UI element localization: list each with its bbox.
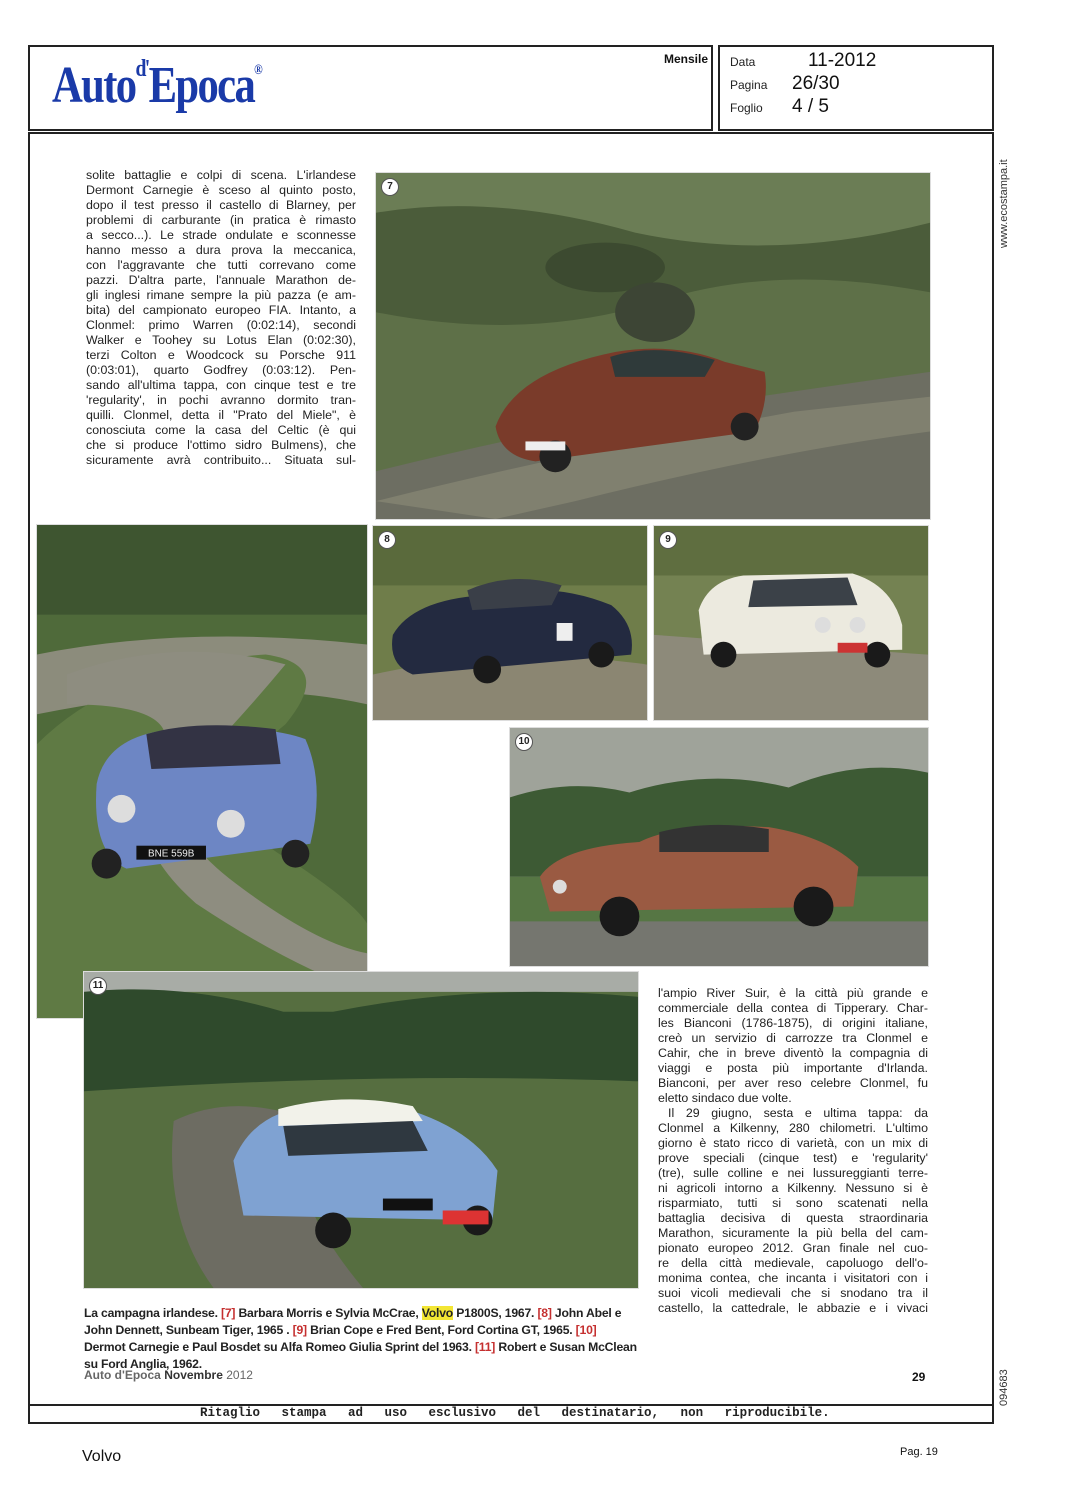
photo-number-11: 11 bbox=[89, 977, 107, 995]
text-line: (tre), sulle colline e nei lussureggianti terre- bbox=[658, 1166, 928, 1180]
text-line: eletto sindaco due volte. bbox=[658, 1091, 792, 1105]
photo-number-8: 8 bbox=[378, 531, 396, 549]
photo-11-ford-anglia bbox=[83, 971, 639, 1289]
text-line: Marathon, sicuramente la più bella del cam- bbox=[658, 1226, 928, 1240]
frequency-divider bbox=[711, 47, 713, 129]
text-line: pionato europeo 2012. Gran finale nel cuo- bbox=[658, 1241, 928, 1255]
highlight-volvo: Volvo bbox=[421, 1306, 454, 1320]
text-line: Cahir, che in breve diventò la compagnia di bbox=[658, 1046, 928, 1060]
text-line: problemi di carburante (in pratica è rimasto bbox=[86, 213, 356, 227]
text-line: les Bianconi (1786-1875), di origini italiane, bbox=[658, 1016, 928, 1030]
text-line: che si produce l'ottimo sidro Bulmens), che bbox=[86, 438, 356, 452]
text-line: Bianconi, per aver reso celebre Clonmel, fu bbox=[658, 1076, 928, 1090]
disclaimer-text: Ritaglio stampa ad uso esclusivo del destinatario, non riproducibile. bbox=[200, 1406, 830, 1420]
plate-bne: BNE 559B bbox=[148, 848, 195, 860]
magazine-footer: Auto d'Epoca Novembre 2012 bbox=[84, 1368, 253, 1382]
article-column-2 bbox=[658, 986, 928, 1316]
data-label: Data bbox=[730, 55, 756, 69]
text-line: dopo il test presso il castello di Blarney, per bbox=[86, 198, 356, 212]
data-value: 11-2012 bbox=[808, 50, 877, 71]
text-line: bita) del campionato europeo FIA. Intanto, a bbox=[86, 303, 356, 317]
photo-caption: La campagna irlandese. [7] Barbara Morris e Sylvia McCrae, Volvo P1800S, 1967. [8] John Abel e John Dennett, Sunbeam Tiger, 1965 . [9] Brian Cope e Fred Bent, Ford Cortina GT, 1965. [10] Dermot Carnegie e Paul Bosdet su Alfa Romeo Giulia Sprint del 1963. [11] Robert e Susan McClean su Ford Anglia, 1962. bbox=[84, 1306, 637, 1371]
pag-number: Pag. 19 bbox=[900, 1446, 938, 1458]
text-line: pazzi. D'altra parte, l'annuale Marathon de- bbox=[86, 273, 356, 287]
text-line: a secco...). Le strade ondulate e sconnesse bbox=[86, 228, 356, 242]
text-line: solite battaglie e colpi di scena. L'irlandese bbox=[86, 168, 356, 182]
photo-number-10: 10 bbox=[515, 733, 533, 751]
text-line: Clonmel a Kilkenny, 280 chilometri. L'ultimo bbox=[658, 1121, 928, 1135]
foglio-value: 4 / 5 bbox=[792, 96, 829, 117]
photo-triumph-road bbox=[36, 524, 368, 1019]
pagina-label: Pagina bbox=[730, 78, 768, 92]
text-line: monima contea, che incanta i visitatori con i bbox=[658, 1271, 928, 1285]
ecostampa-url: www.ecostampa.it bbox=[998, 159, 1010, 248]
text-line: gli inglesi rimane sempre la più pazza (e am- bbox=[86, 288, 356, 302]
archive-code: 094683 bbox=[998, 1369, 1010, 1406]
photo-10-alfa-romeo bbox=[509, 727, 929, 967]
article-column-1 bbox=[86, 168, 356, 468]
text-line: viaggi e posta più importante d'Irlanda. bbox=[658, 1061, 928, 1075]
text-line: Clonmel: primo Warren (0:02:14), secondi bbox=[86, 318, 356, 332]
photo-8-sunbeam-tiger bbox=[372, 525, 648, 721]
text-line: prove speciali (cinque test) e 'regularity' bbox=[658, 1151, 928, 1165]
text-line: suoi vicoli medievali che si snodano tra il bbox=[658, 1286, 928, 1300]
magazine-logo: Auto$^{d'}$Epoca® bbox=[52, 56, 262, 114]
photo-9-ford-cortina bbox=[653, 525, 929, 721]
text-line: sando all'ultima tappa, con cinque test e tre bbox=[86, 378, 356, 392]
text-line: quilli. Clonmel, detta il "Prato del Miele", è bbox=[86, 408, 356, 422]
photo-number-9: 9 bbox=[659, 531, 677, 549]
text-line: conosciuta come la casa del Celtic (è qui bbox=[86, 423, 356, 437]
text-line: con l'aggravante che tutti correvano come bbox=[86, 258, 356, 272]
text-line: terzi Colton e Woodcock su Porsche 911 bbox=[86, 348, 356, 362]
text-line: re della città medievale, capoluogo dell'o- bbox=[658, 1256, 928, 1270]
text-line: commerciale della contea di Tipperary. Char- bbox=[658, 1001, 928, 1015]
text-line: creò un servizio di carrozze tra Clonmel e bbox=[658, 1031, 928, 1045]
text-line: ni agricoli intorno a Kilkenny. Nessuno si è bbox=[658, 1181, 928, 1195]
photo-7-volvo-p1800 bbox=[375, 172, 931, 520]
text-line: 'regularity', in pochi avranno dormito tran- bbox=[86, 393, 356, 407]
text-line: battaglia decisiva di questa straordinaria bbox=[658, 1211, 928, 1225]
foglio-label: Foglio bbox=[730, 101, 763, 115]
text-line: Walker e Toohey su Lotus Elan (0:02:30), bbox=[86, 333, 356, 347]
photo-number-7: 7 bbox=[381, 178, 399, 196]
frequency-label: Mensile bbox=[664, 52, 709, 66]
text-line: giorno è stato ricco di varietà, con un mix di bbox=[658, 1136, 928, 1150]
client-name: Volvo bbox=[82, 1448, 122, 1465]
text-line: l'ampio River Suir, è la città più grande e bbox=[658, 986, 928, 1000]
page-number: 29 bbox=[912, 1370, 926, 1384]
text-line: Il 29 giugno, sesta e ultima tappa: da bbox=[668, 1106, 928, 1120]
text-line: (0:03:01), quarto Godfrey (0:03:12). Pen- bbox=[86, 363, 356, 377]
pagina-value: 26/30 bbox=[792, 73, 840, 94]
text-line: risparmiato, tutti si sono scatenati nella bbox=[658, 1196, 928, 1210]
text-line: sicuramente avrà contribuito... Situata sul- bbox=[86, 453, 356, 467]
text-line: castello, la cattedrale, le abbazie e i vivaci bbox=[658, 1301, 928, 1315]
text-line: Dermont Carnegie è sceso al quinto posto, bbox=[86, 183, 356, 197]
text-line: hanno messo a dura prova la meccanica, bbox=[86, 243, 356, 257]
